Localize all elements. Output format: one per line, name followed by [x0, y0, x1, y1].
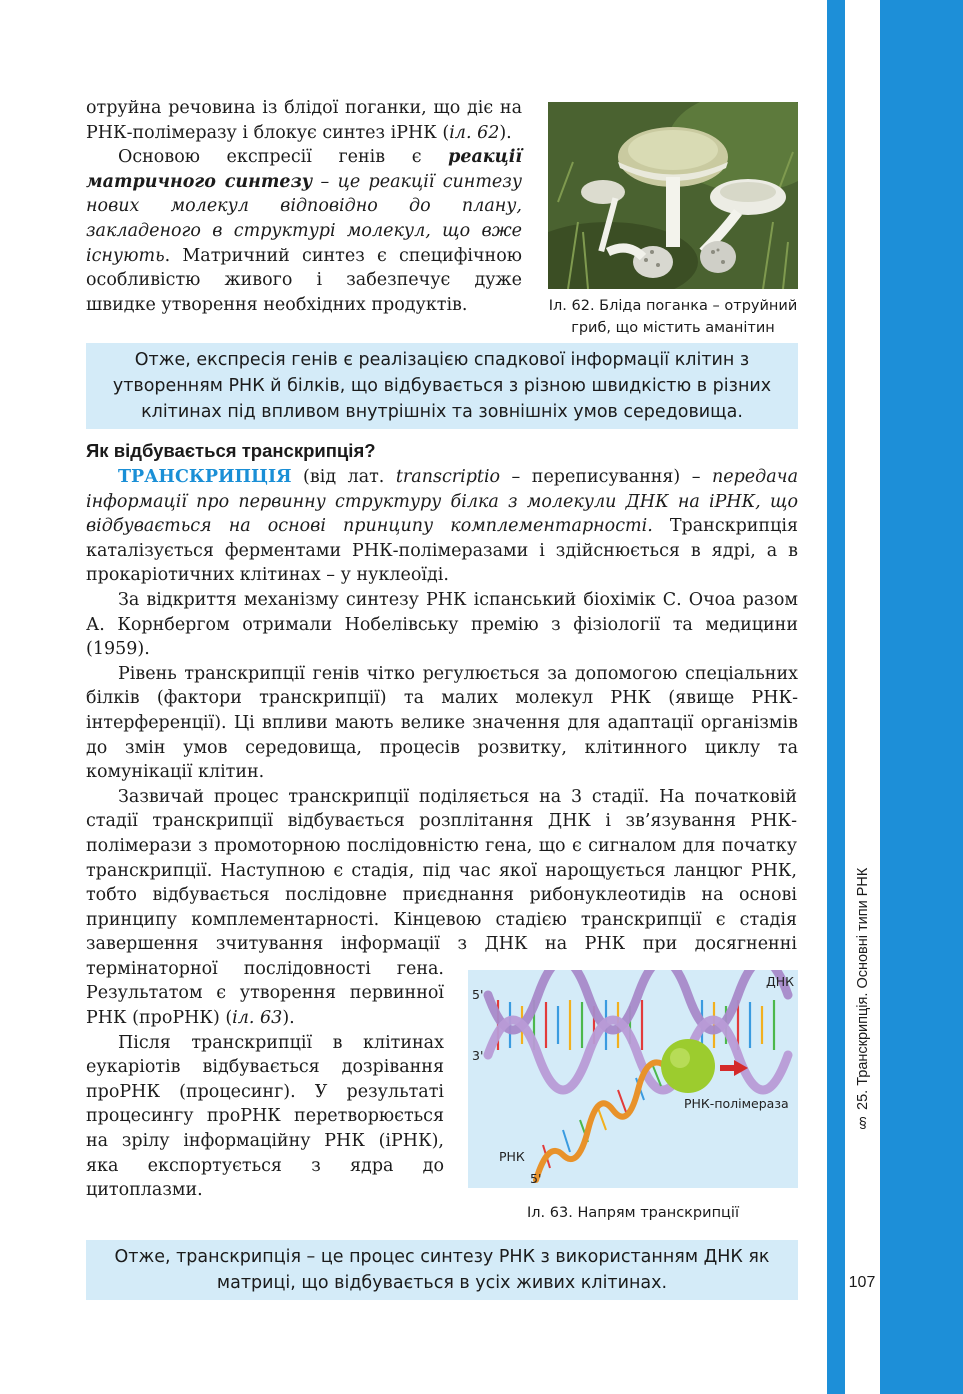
- label-3prime: 3': [472, 1048, 484, 1063]
- dna-helix-icon: [488, 970, 788, 1090]
- term-matrix-synthesis: реакції матричного синтезу: [86, 147, 522, 192]
- figure-63-pusher: [797, 785, 798, 970]
- mushroom-photo: [548, 102, 798, 289]
- figure-63-caption: Іл. 63. Напрям транскрипції: [527, 1205, 739, 1221]
- paragraph-4: За відкриття механізму синтезу РНК іспанський біохімік С. Очоа разом А. Корнбергом отримали Нобелівську премію з фізіології та медицини (1959).: [86, 589, 798, 660]
- figure-62: [548, 102, 798, 339]
- side-band-right: [880, 0, 963, 1394]
- label-5prime-top: 5': [472, 987, 484, 1002]
- paragraph-7: Після транскрипції в клітинах еукаріотів відбувається дозрівання проРНК (процесинг). У результаті процесингу проРНК перетворюється на зрілу інформаційну РНК (іРНК), яка експортується з ядра до цитоплазми.: [86, 1032, 444, 1201]
- paragraph-2: Основою експресії генів є реакції матричного синтезу – це реакції синтезу нових молекул відповідно до плану, закладеного в структурі молекул, що вже існують. Матричний синтез є специфічною особливістю живого і забезпечує дуже швидке утворення необхідних продуктів.: [86, 147, 522, 315]
- side-band-white: [845, 0, 880, 1394]
- transcription-diagram: [468, 970, 798, 1188]
- label-rna: РНК: [499, 1149, 525, 1164]
- label-dna: ДНК: [766, 974, 795, 989]
- paragraph-5: Рівень транскрипції генів чітко регулюється за допомогою спеціальних білків (фактори транскрипції) та малих молекул РНК (явище РНК-інтерференції). Ці впливи мають велике значення для адаптації організмів до змін умов середовища, процесів розвитку, клітинного циклу та комунікації клітин.: [86, 663, 798, 783]
- paragraph-3: ТРАНСКРИПЦІЯ (від лат. transcriptio – переписування) – передача інформації про первинну структуру білка з молекули ДНК на іРНК, що відбувається на основі принципу комплементарності. Транскрипція каталізується ферментами РНК-полімеразами і здійснюється в ядрі, а в прокаріотичних клітинах – у нуклеоїді.: [86, 467, 798, 586]
- paragraph-6: Зазвичай процес транскрипції поділяється на 3 стадії. На початковій стадії транскрипції відбувається розплітання ДНК і зв’язування РНК-полімерази з промоторною послідовністю гена, що є сигналом для початку транскрипції. Наступною є стадія, під час якої нарощується ланцюг РНК, тобто відбувається послідовне приєднання рибонуклеотидів на основі принципу комплементарності. Кінцевою стадією транскрипції є стадія завершення зчитування інформації з ДНК на РНК при досягненні термінаторної послідовності гена. Результатом є утворення первинної РНК (проРНК) (іл. 63).: [86, 785, 798, 1031]
- label-rna-polymerase: РНК-полімераза: [684, 1096, 789, 1111]
- label-5prime-bottom: 5': [530, 1171, 542, 1186]
- summary-box-1: Отже, експресія генів є реалізацією спадкової інформації клітин з утворенням РНК й білків, що відбувається з різною швидкістю в різних клітинах під впливом внутрішніх та зовнішніх умов середовища.: [86, 343, 798, 429]
- figure-62-caption: Іл. 62. Бліда поганка – отруйний гриб, що містить аманітин: [548, 298, 798, 336]
- term-transcription: ТРАНСКРИПЦІЯ: [118, 467, 292, 487]
- figure-63: [468, 970, 798, 1224]
- page-number: 107: [848, 1274, 876, 1291]
- section-heading: Як відбувається транскрипція?: [86, 440, 376, 461]
- rna-polymerase-icon: [661, 1039, 715, 1093]
- paragraph-1: отруйна речовина із блідої поганки, що діє на РНК-полімеразу і блокує синтез іРНК (іл. 62).: [86, 98, 522, 143]
- section-title: § 25. Транскрипція. Основні типи РНК: [855, 867, 871, 1130]
- summary-box-2: Отже, транскрипція – це процес синтезу РНК з використанням ДНК як матриці, що відбувається в усіх живих клітинах.: [86, 1240, 798, 1300]
